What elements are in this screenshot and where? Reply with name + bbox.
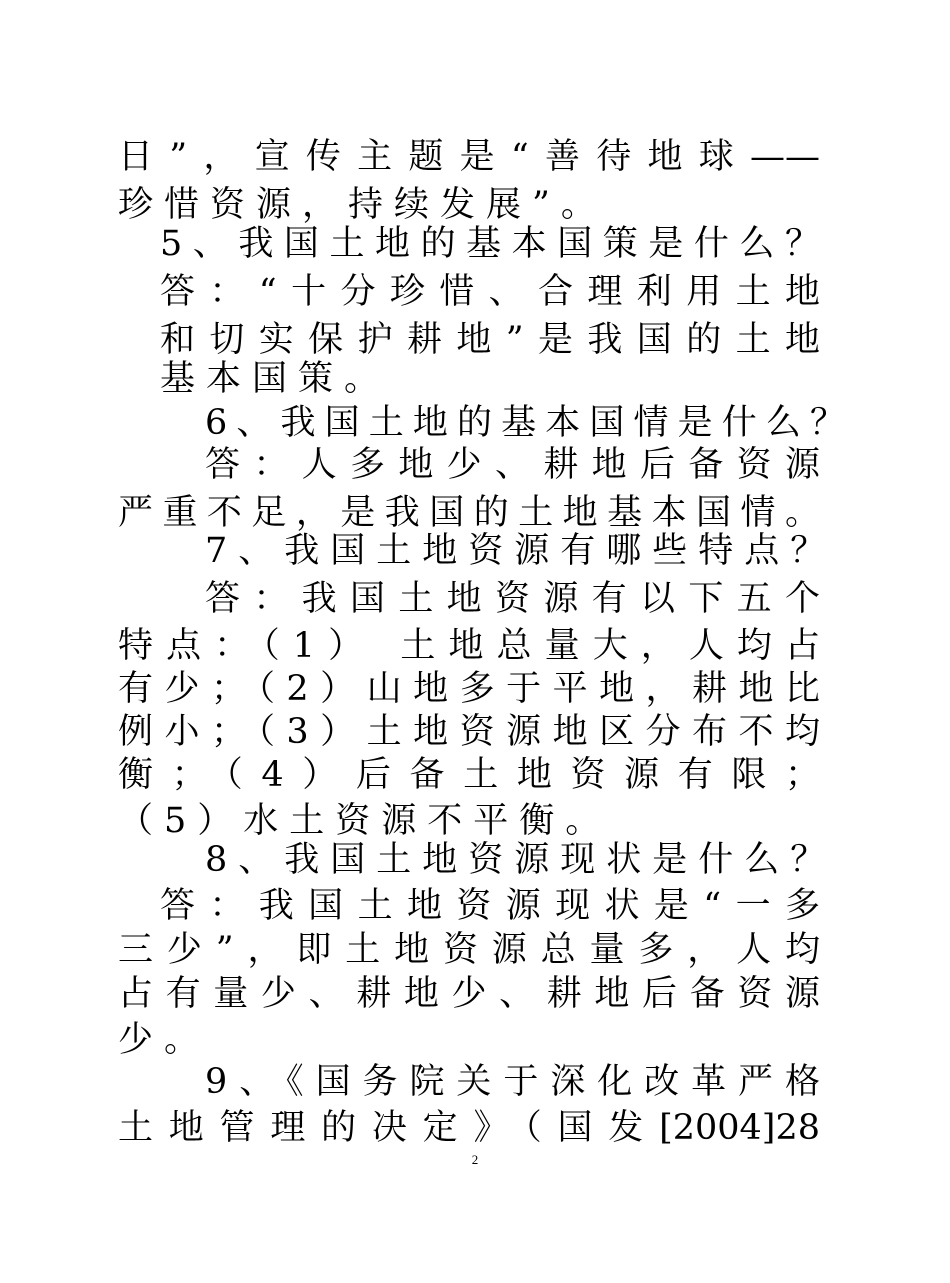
text-line: （5）水土资源不平衡。 <box>118 801 612 841</box>
question-heading: 9、《国务院关于深化改革严格 <box>205 1062 820 1102</box>
text-line: 占有量少、耕地少、耕地后备资源 <box>118 974 820 1014</box>
text-line: 珍惜资源，持续发展”。 <box>118 185 607 225</box>
text-line: 例小；（3）土地资源地区分布不均 <box>118 712 820 752</box>
answer-line: 答：“十分珍惜、合理利用土地 <box>160 272 820 312</box>
text-line: 严重不足，是我国的土地基本国情。 <box>118 493 820 533</box>
text-line: 日”，宣传主题是“善待地球—— <box>118 137 820 177</box>
text-line: 土地管理的决定》（国发[2004]28 <box>118 1108 820 1148</box>
page-number: 2 <box>471 1152 479 1167</box>
answer-line: 答：我国土地资源有以下五个 <box>205 579 820 619</box>
question-heading: 5、我国土地的基本国策是什么？ <box>160 224 820 264</box>
question-heading: 8、我国土地资源现状是什么？ <box>205 840 837 880</box>
answer-line: 基本国策。 <box>160 359 391 399</box>
text-line: 衡；（4）后备土地资源有限； <box>118 755 820 795</box>
text-line: 三少”，即土地资源总量多，人均 <box>118 930 820 970</box>
question-heading: 7、我国土地资源有哪些特点？ <box>205 531 837 571</box>
question-heading: 6、我国土地的基本国情是什么？ <box>205 403 845 443</box>
answer-line: 答：我国土地资源现状是“一多 <box>160 886 820 926</box>
text-line: 特点：（1） 土地总量大，人均占 <box>118 626 820 666</box>
text-line: 少。 <box>118 1020 211 1060</box>
text-line: 有少；（2）山地多于平地，耕地比 <box>118 669 820 709</box>
answer-line: 和切实保护耕地”是我国的土地 <box>160 320 820 360</box>
answer-line: 答：人多地少、耕地后备资源 <box>205 445 820 485</box>
